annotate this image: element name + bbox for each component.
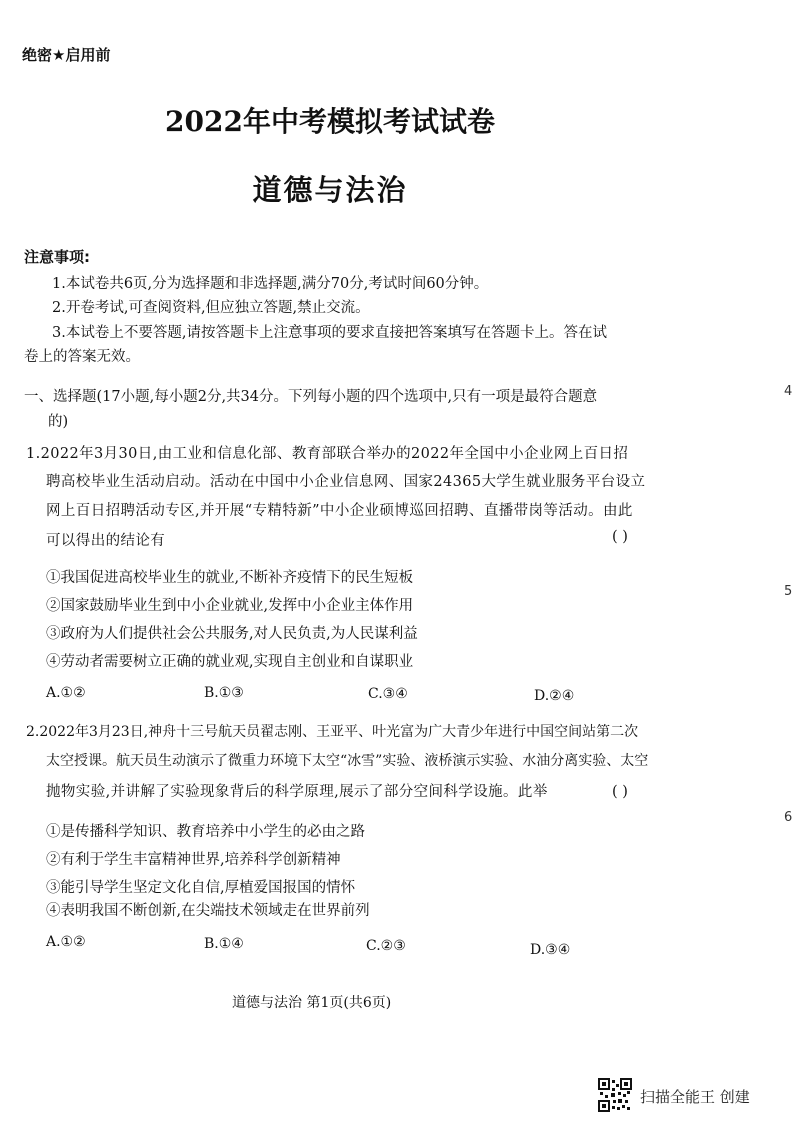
note-item: 卷上的答案无效。 [24,349,140,365]
question-1-line: 网上百日招聘活动专区,并开展“专精特新”中小企业硕博巡回招聘、直播带岗等活动。由此 [46,503,633,519]
choice-c: C.②③ [366,938,406,954]
question-1-line: 1.2022年3月30日,由工业和信息化部、教育部联合举办的2022年全国中小企业网上百日招 [26,446,629,462]
note-item: 1.本试卷共6页,分为选择题和非选择题,满分70分,考试时间60分钟。 [52,276,489,292]
question-1-option: ②国家鼓励毕业生到中小企业就业,发挥中小企业主体作用 [46,598,414,614]
subject-title: 道德与法治 [252,173,408,207]
question-2-option: ③能引导学生坚定文化自信,厚植爱国报国的情怀 [46,880,356,896]
note-item: 2.开卷考试,可查阅资料,但应独立答题,禁止交流。 [52,300,370,316]
choice-d: D.③④ [530,942,571,958]
question-2-line: 抛物实验,并讲解了实验现象背后的科学原理,展示了部分空间科学设施。此举 [46,784,548,800]
edge-mark: 4 [784,384,793,399]
page-footer: 道德与法治 第1页(共6页) [232,995,392,1011]
choice-a: A.①② [46,685,86,701]
choice-b: B.①③ [204,685,244,701]
section-heading-cont: 的) [48,414,69,430]
exam-title: 2022年中考模拟考试试卷 [165,105,495,138]
choice-b: B.①④ [204,936,244,952]
scanner-watermark: 扫描全能王 创建 [640,1088,750,1106]
qr-code-icon [598,1078,632,1112]
question-2-line: 2.2022年3月23日,神舟十三号航天员翟志刚、王亚平、叶光富为广大青少年进行中国空间站第二次 [26,724,639,740]
choice-a: A.①② [46,934,86,950]
question-1-line: 聘高校毕业生活动启动。活动在中国中小企业信息网、国家24365大学生就业服务平台设立 [46,474,646,490]
question-1-option: ①我国促进高校毕业生的就业,不断补齐疫情下的民生短板 [46,570,414,586]
edge-mark: 5 [784,584,793,599]
question-1-option: ④劳动者需要树立正确的就业观,实现自主创业和自谋职业 [46,654,414,670]
question-2-option: ④表明我国不断创新,在尖端技术领域走在世界前列 [46,903,370,919]
question-2-option: ①是传播科学知识、教育培养中小学生的必由之路 [46,824,365,840]
edge-mark: 6 [784,810,793,825]
question-2-option: ②有利于学生丰富精神世界,培养科学创新精神 [46,852,341,868]
question-1-line: 可以得出的结论有 [46,533,166,549]
notes-heading: 注意事项: [24,248,90,266]
note-item: 3.本试卷上不要答题,请按答题卡上注意事项的要求直接把答案填写在答题卡上。答在试 [52,325,607,341]
answer-paren: ( ) [612,784,628,800]
question-1-option: ③政府为人们提供社会公共服务,对人民负责,为人民谋利益 [46,626,418,642]
choice-d: D.②④ [534,688,575,704]
answer-paren: ( ) [612,529,628,545]
question-2-line: 太空授课。航天员生动演示了微重力环境下太空“冰雪”实验、液桥演示实验、水油分离实验、太空 [46,753,649,769]
section-heading: 一、选择题(17小题,每小题2分,共34分。下列每小题的四个选项中,只有一项是最符合题意 [24,389,598,405]
secret-label: 绝密★启用前 [22,46,111,64]
choice-c: C.③④ [368,686,408,702]
